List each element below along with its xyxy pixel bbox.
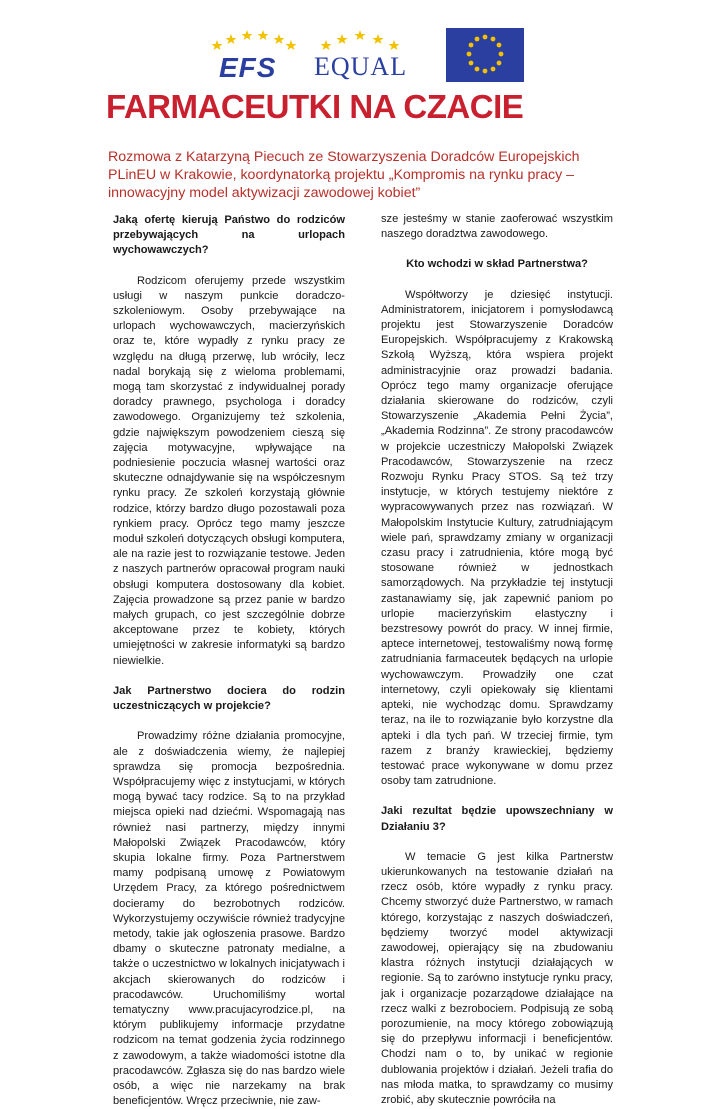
efs-logo-text: EFS	[219, 52, 277, 83]
equal-logo-text: EQUAL	[314, 52, 408, 81]
article-lead: Rozmowa z Katarzyną Piecuch ze Stowarzyszenia Doradców Europejskich PLinEU w Krakowie, koordynatorką projektu „Kompromis na rynku pracy – innowacyjny model aktywizacji zawodowej kobiet”	[108, 149, 580, 201]
article-title: FARMACEUTKI NA CZACIE	[106, 88, 524, 125]
question-3: Kto wchodzi w skład Partnerstwa?	[406, 258, 588, 271]
answer-4: W temacie G jest kilka Partnerstw ukierunkowanych na testowanie działań na rzecz osób, które wypadły z rynku pracy. Chcemy stworzyć duże Partnerstwo, w ramach którego, korzystając z naszych doświadczeń, będziemy tworzyć model aktywizacji zawodowej, opierający się na zbudowaniu klastra różnych instytucji działających w regionie. Są to zarówno instytucje rynku pracy, jak i organizacje pozarządowe działające na rzecz walki z bezrobociem. Podpisują ze sobą porozumienie, na mocy którego zobowiązują się do przepływu informacji i beneficjentów. Chodzi nam o to, by unikać w regionie dublowania projektów i działań. Jeżeli trafia do nas młoda matka, to sprawdzamy co musimy zrobić, aby skutecznie powróciła na	[381, 850, 613, 1106]
eu-flag-logo	[446, 28, 524, 82]
right-column	[381, 212, 613, 1108]
question-1: Jaką ofertę kierują Państwo do rodziców przebywających na urlopach wychowawczych?	[113, 214, 345, 257]
logos-bar	[200, 28, 530, 92]
answer-2-continued: sze jesteśmy w stanie zaoferować wszystkim naszego doradztwa zawodowego.	[381, 213, 613, 241]
eu-flag-icon	[446, 28, 524, 82]
answer-1: Rodzicom oferujemy przede wszystkim usługi w naszym punkcie doradczo-szkoleniowym. Osoby przebywające na urlopach wychowawczych, macierzyńskich oraz te, które wypadły z rynku pracy ze względu na długą przerwę, lub wróciły, lecz nadal borykają się z wieloma problemami, mogą tam skorzystać z indywidualnej porady doradcy prawnego, psychologa i doradcy zawodowego. Organizujemy też szkolenia, gdzie największym powodzeniem cieszą się zajęcia motywacyjne, wpływające na podniesienie poczucia własnej wartości oraz skuteczne odnajdywanie się na współczesnym rynku pracy. Ze szkoleń korzystają głównie rodzice, którzy bardzo długo pozostawali poza rynkiem pracy. Oprócz tego mamy jeszcze moduł szkoleń dotyczących obsługi komputera, ale na razie jest to rozwiązanie testowe. Jeden z naszych partnerów opracował program nauki obsługi komputera dostosowany dla kobiet. Zajęcia prowadzone są przez panie w bardzo małych grupach, co jest szczególnie dobrze akceptowane przez te kobiety, których umiejętności w zakresie informatyki są bardzo niewielkie.	[113, 274, 345, 667]
answer-3: Współtworzy je dziesięć instytucji. Administratorem, inicjatorem i pomysłodawcą projektu jest Stowarzyszenie Doradców Europejskich. Współpracujemy z Krakowską Szkołą Wyższą, która wspiera projekt administracyjnie oraz prowadzi badania. Oprócz tego mamy organizacje oferujące działania skierowane do rodziców, czyli Stowarzyszenie „Akademia Pełni Życia”, „Akademia Rodzinna”. Ze strony pracodawców w projekcie uczestniczy Małopolski Związek Pracodawców, Stowarzyszenie na rzecz Rozwoju Rynku Pracy STOS. Są też trzy instytucje, w których testujemy niektóre z wypracowywanych przez nas rozwiązań. W Małopolskim Instytucie Kultury, zatrudniającym wiele pań, sprawdzamy zmiany w organizacji czasu pracy i zatrudnienia, które mogą być stosowane również w jednostkach samorządowych. Na przykładzie tej instytucji zastanawiamy się, jak zapewnić paniom po urlopie macierzyńskim elastyczny i bezstresowy powrót do pracy. W innej firmie, aptece internetowej, testowaliśmy nową formę zatrudniania farmaceutek będących na urlopie wychowawczym. Prowadziły one czat internetowy, czyli opiekowały się klientami apteki, nie wychodząc domu. Sprawdzamy teraz, na ile to rozwiązanie było korzystne dla apteki i dla tych pań. W trzeciej firmie, tym razem z branży krawieckiej, będziemy testować prace wykonywane w domu przez osoby tam zatrudnione.	[381, 288, 613, 788]
question-4: Jaki rezultat będzie upowszechniany w Działaniu 3?	[381, 805, 613, 833]
left-column	[113, 213, 345, 1109]
question-2: Jak Partnerstwo dociera do rodzin uczestniczących w projekcie?	[113, 684, 345, 713]
efs-logo	[205, 28, 300, 90]
answer-2: Prowadzimy różne działania promocyjne, ale z doświadczenia wiemy, że najlepiej sprawdza się promocja bezpośrednia. Współpracujemy więc z instytucjami, w których mogą bywać tacy rodzice. Są to na przykład miejsca opieki nad dziećmi. Wspomagają nas również nasi partnerzy, między innymi Małopolski Związek Pracodawców, który skupia lokalne firmy. Poza Partnerstwem mamy podpisaną umowę z Powiatowym Urzędem Pracy, za którego pośrednictwem docieramy do bezrobotnych rodziców. Wykorzystujemy oczywiście również tradycyjne metody, takie jak ogłoszenia prasowe. Bardzo dbamy o skuteczne patronaty medialne, a także o uczestnictwo w lokalnych inicjatywach i akcjach skierowanych do rodziców i pracodawców. Uruchomiliśmy wortal tematyczny www.pracujacyrodzice.pl, na którym publikujemy informacje przydatne rodzicom na temat godzenia życia rodzinnego z zawodowym, a także wiadomości istotne dla pracodawców. Zgłasza się do nas bardzo wiele osób, a więc nie narzekamy na brak beneficjentów. Wręcz przeciwnie, nie zaw-	[113, 730, 345, 1108]
equal-logo	[312, 28, 412, 90]
